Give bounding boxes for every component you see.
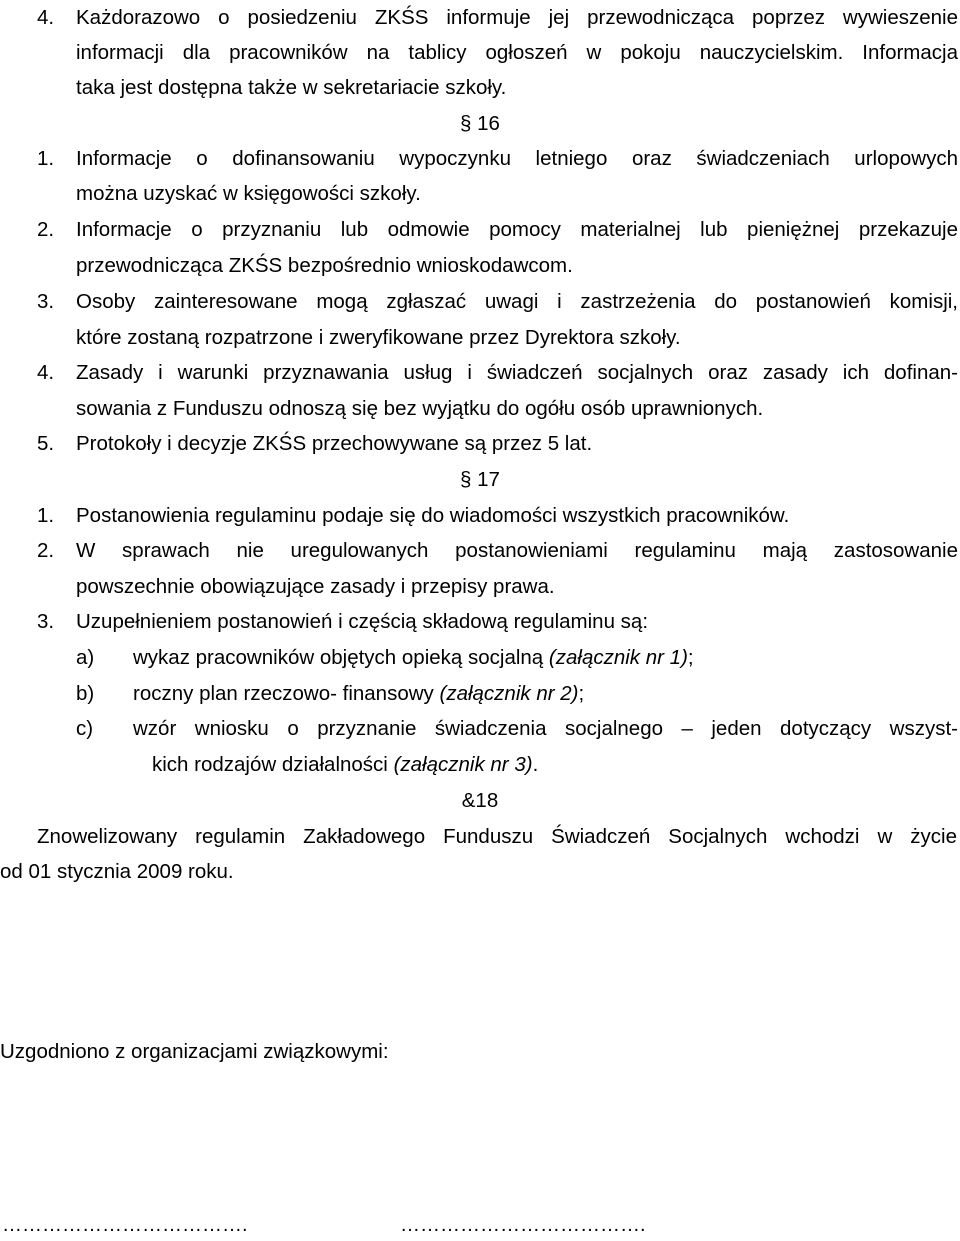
item-text: W sprawach nie uregulowanych postanowieniami regulaminu mają zastosowanie	[76, 539, 958, 562]
sub-item-end: .	[532, 753, 539, 776]
sub-item-text	[133, 676, 584, 712]
item-number: 4.	[37, 6, 55, 29]
item-text: można uzyskać w księgowości szkoły.	[76, 182, 421, 205]
item-number: 2.	[37, 218, 55, 241]
item-text: Osoby zainteresowane mogą zgłaszać uwagi i zastrzeżenia do postanowień komisji,	[76, 290, 958, 313]
item-number: 3.	[37, 290, 55, 313]
agreement-text: Uzgodniono z organizacjami związkowymi:	[0, 1040, 389, 1063]
item-text: Każdorazowo o posiedzeniu ZKŚS informuje jej przewodnicząca poprzez wywieszenie	[76, 6, 958, 29]
item-text: Protokoły i decyzje ZKŚS przechowywane są przez 5 lat.	[76, 432, 593, 455]
item-text: które zostaną rozpatrzone i zweryfikowane przez Dyrektora szkoły.	[76, 326, 681, 349]
item-text: informacji dla pracowników na tablicy ogłoszeń w pokoju nauczycielskim. Informacja	[76, 41, 958, 64]
sub-item-text	[152, 747, 538, 783]
section-heading: § 16	[460, 112, 500, 135]
item-text: przewodnicząca ZKŚS bezpośrednio wnioskodawcom.	[76, 254, 573, 277]
item-text: Zasady i warunki przyznawania usług i świadczeń socjalnych oraz zasady ich dofinan-	[76, 361, 958, 384]
sub-item-plain: kich rodzajów działalności	[152, 753, 394, 776]
item-number: 2.	[37, 539, 55, 562]
signature-line-2: ……………………………….	[400, 1214, 646, 1236]
item-text: sowania z Funduszu odnoszą się bez wyjątku do ogółu osób uprawnionych.	[76, 397, 764, 420]
item-text: taka jest dostępna także w sekretariacie szkoły.	[76, 76, 507, 99]
sub-item-end: ;	[687, 646, 694, 669]
sub-item-end: ;	[578, 682, 585, 705]
sub-item-plain: roczny plan rzeczowo- finansowy	[133, 682, 440, 705]
signature-line-1: ……………………………….	[2, 1214, 248, 1236]
sub-item-text: wzór wniosku o przyznanie świadczenia socjalnego – jeden dotyczący wszyst-	[133, 717, 958, 740]
sub-item-text	[133, 640, 694, 676]
item-text: Informacje o dofinansowaniu wypoczynku letniego oraz świadczeniach urlopowych	[76, 147, 958, 170]
item-number: 1.	[37, 504, 55, 527]
item-text: Informacje o przyznaniu lub odmowie pomocy materialnej lub pieniężnej przekazuje	[76, 218, 958, 241]
closing-text: Znowelizowany regulamin Zakładowego Funduszu Świadczeń Socjalnych wchodzi w życie	[37, 825, 957, 848]
section-heading: &18	[461, 789, 499, 812]
item-text: Postanowienia regulaminu podaje się do wiadomości wszystkich pracowników.	[76, 504, 790, 527]
item-number: 3.	[37, 610, 55, 633]
sub-item-letter: b)	[76, 682, 95, 705]
sub-item-letter: a)	[76, 646, 95, 669]
item-text: powszechnie obowiązujące zasady i przepisy prawa.	[76, 575, 555, 598]
sub-item-letter: c)	[76, 717, 94, 740]
closing-text: od 01 stycznia 2009 roku.	[0, 860, 234, 883]
item-text: Uzupełnieniem postanowień i częścią składową regulaminu są:	[76, 610, 649, 633]
section-heading: § 17	[460, 468, 500, 491]
item-number: 1.	[37, 147, 55, 170]
sub-item-italic: (załącznik nr 1)	[548, 646, 688, 669]
sub-item-italic: (załącznik nr 2)	[439, 682, 579, 705]
item-number: 4.	[37, 361, 55, 384]
sub-item-plain: wykaz pracowników objętych opieką socjalną	[133, 646, 549, 669]
item-number: 5.	[37, 432, 55, 455]
sub-item-italic: (załącznik nr 3)	[393, 753, 533, 776]
